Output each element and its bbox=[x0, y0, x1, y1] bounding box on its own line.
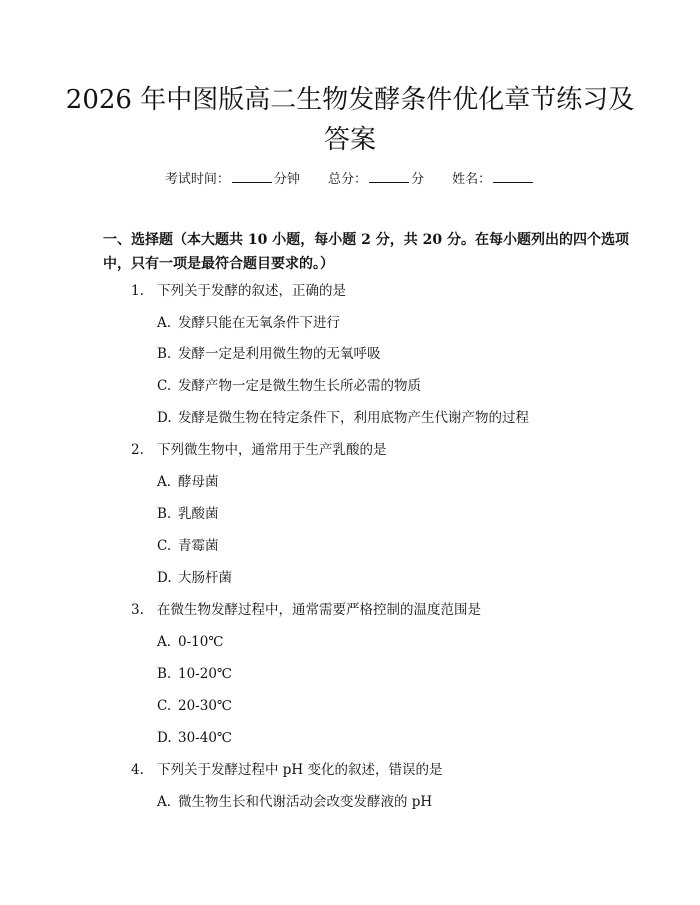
question-text: 下列关于发酵的叙述，正确的是 bbox=[157, 283, 346, 299]
option bbox=[157, 473, 219, 491]
option-letter: B. bbox=[157, 506, 172, 522]
question-3 bbox=[131, 601, 481, 619]
option bbox=[157, 569, 232, 587]
question-4 bbox=[131, 761, 443, 779]
section-header: 一、选择题（本大题共 10 小题，每小题 2 分，共 20 分。在每小题列出的四个选项中，只有一项是最符合题目要求的。） bbox=[103, 232, 629, 272]
question-number: 4. bbox=[131, 762, 144, 778]
option bbox=[157, 314, 340, 332]
question-2 bbox=[131, 441, 387, 459]
option bbox=[157, 697, 232, 715]
question-text: 下列微生物中，通常用于生产乳酸的是 bbox=[157, 442, 387, 458]
question-number: 3. bbox=[131, 602, 144, 618]
option-letter: A. bbox=[157, 474, 172, 490]
student-name bbox=[452, 168, 535, 187]
student-name-blank bbox=[493, 170, 533, 183]
option-letter: B. bbox=[157, 666, 172, 682]
option-letter: A. bbox=[157, 315, 172, 331]
option-text: 大肠杆菌 bbox=[178, 570, 232, 586]
total-score bbox=[328, 168, 424, 187]
document-title: 2026 年中图版高二生物发酵条件优化章节练习及答案 bbox=[65, 85, 635, 155]
option bbox=[157, 633, 223, 651]
question-number: 2. bbox=[131, 442, 144, 458]
option-text: 乳酸菌 bbox=[178, 506, 219, 522]
option-letter: D. bbox=[157, 410, 172, 426]
option-text: 20-30℃ bbox=[178, 698, 233, 714]
option-letter: B. bbox=[157, 346, 172, 362]
option-letter: D. bbox=[157, 730, 172, 746]
option-letter: A. bbox=[157, 634, 172, 650]
exam-time-label: 考试时间： bbox=[164, 172, 230, 187]
option-text: 发酵只能在无氧条件下进行 bbox=[178, 315, 340, 331]
option bbox=[157, 665, 232, 683]
option-text: 0-10℃ bbox=[178, 634, 224, 650]
exam-time-unit: 分钟 bbox=[273, 172, 300, 187]
option-text: 酵母菌 bbox=[178, 474, 219, 490]
option bbox=[157, 377, 421, 395]
option-text: 10-20℃ bbox=[178, 666, 233, 682]
option-text: 发酵是微生物在特定条件下，利用底物产生代谢产物的过程 bbox=[178, 410, 529, 426]
option-text: 发酵一定是利用微生物的无氧呼吸 bbox=[178, 346, 381, 362]
option bbox=[157, 409, 529, 427]
total-score-blank bbox=[369, 170, 409, 183]
total-score-label: 总分： bbox=[327, 172, 367, 187]
option-text: 微生物生长和代谢活动会改变发酵液的 pH bbox=[178, 794, 433, 810]
question-text: 下列关于发酵过程中 pH 变化的叙述，错误的是 bbox=[157, 762, 443, 778]
student-name-label: 姓名： bbox=[452, 172, 492, 187]
option bbox=[157, 793, 432, 811]
exam-info bbox=[0, 168, 700, 187]
option-text: 发酵产物一定是微生物生长所必需的物质 bbox=[178, 378, 421, 394]
option-letter: C. bbox=[157, 698, 172, 714]
question-number: 1. bbox=[131, 283, 144, 299]
option bbox=[157, 537, 219, 555]
option bbox=[157, 729, 232, 747]
exam-time bbox=[165, 168, 300, 187]
option bbox=[157, 345, 381, 363]
exam-time-blank bbox=[232, 170, 272, 183]
question-text: 在微生物发酵过程中，通常需要严格控制的温度范围是 bbox=[157, 602, 481, 618]
total-score-unit: 分 bbox=[411, 172, 425, 187]
option-letter: D. bbox=[157, 570, 172, 586]
option-letter: C. bbox=[157, 378, 172, 394]
option-text: 青霉菌 bbox=[178, 538, 219, 554]
option-letter: C. bbox=[157, 538, 172, 554]
question-1 bbox=[131, 282, 346, 300]
option-letter: A. bbox=[157, 794, 172, 810]
option bbox=[157, 505, 219, 523]
option-text: 30-40℃ bbox=[178, 730, 233, 746]
